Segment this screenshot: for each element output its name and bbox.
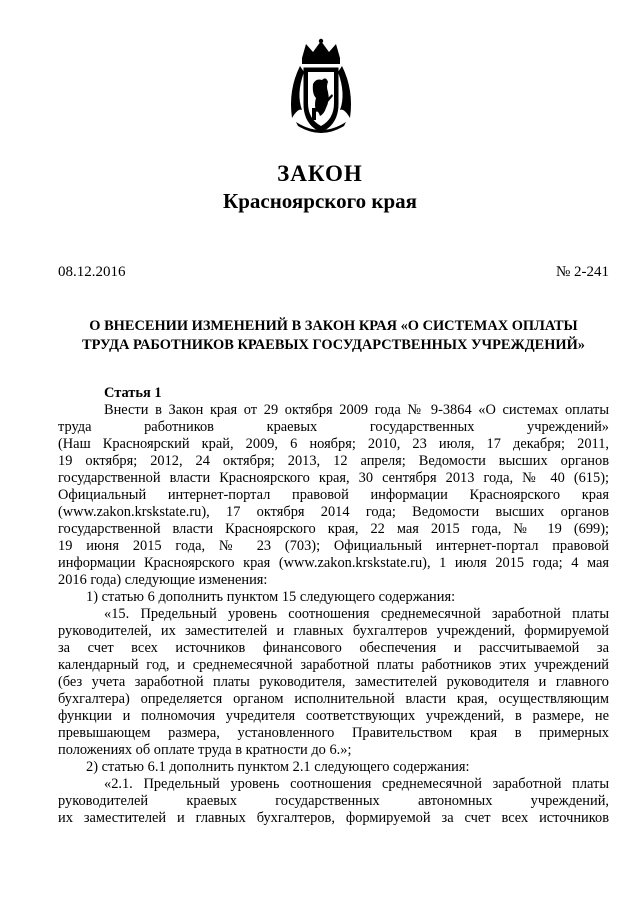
text-line: 2016 года) следующие изменения:: [58, 572, 268, 588]
article-title: Статья 1: [104, 385, 162, 401]
text-line: (без учета заработной платы руководителя, заместителей руководителя и главного: [58, 674, 609, 690]
text-line: бухгалтера) определяется органом исполнительной власти края, осуществляющим: [58, 691, 609, 707]
text-line: их заместителей и главных бухгалтеров, формируемой за счет всех источников: [58, 810, 609, 826]
text-line: «2.1. Предельный уровень соотношения среднемесячной заработной платы: [104, 776, 609, 792]
coat-of-arms-emblem: [282, 38, 360, 138]
text-line: государственной власти Красноярского края, 22 мая 2015 года, № 19 (699);: [58, 521, 609, 537]
text-line: руководителей, их заместителей и главных бухгалтеров учреждений, формируемой: [58, 623, 609, 639]
text-line: за счет всех источников финансового обеспечения и рассчитываемой за: [58, 640, 609, 656]
law-region-subtitle: Красноярского края: [222, 189, 417, 213]
text-line: информации Красноярского края (www.zakon.krskstate.ru), 1 июля 2015 года; 4 мая: [58, 555, 609, 571]
law-heading-line: О ВНЕСЕНИИ ИЗМЕНЕНИЙ В ЗАКОН КРАЯ «О СИСТЕМАХ ОПЛАТЫ: [89, 318, 578, 334]
text-line: 19 июня 2015 года, № 23 (703); Официальный интернет-портал правовой: [58, 538, 609, 554]
text-line: Внести в Закон края от 29 октября 2009 года № 9-3864 «О системах оплаты: [104, 402, 609, 418]
text-line: положениях об оплате труда в кратности до 6.»;: [58, 742, 352, 758]
text-line: календарный год, и среднемесячной заработной платы работников этих учреждений: [58, 657, 609, 673]
text-line: 2) статью 6.1 дополнить пунктом 2.1 следующего содержания:: [86, 759, 470, 775]
text-line: труда работников краевых государственных учреждений»: [58, 419, 609, 435]
law-title: ЗАКОН: [277, 161, 363, 186]
text-line: 19 октября; 2012, 24 октября; 2013, 12 апреля; Ведомости высших органов: [58, 453, 609, 469]
text-line: «15. Предельный уровень соотношения среднемесячной заработной платы: [104, 606, 609, 622]
text-line: (www.zakon.krskstate.ru), 17 октября 2014 года; Ведомости высших органов: [58, 504, 609, 520]
text-line: Официальный интернет-портал правовой информации Красноярского края: [58, 487, 609, 503]
text-line: (Наш Красноярский край, 2009, 6 ноября; 2010, 23 июля, 17 декабря; 2011,: [58, 436, 609, 452]
law-heading: [58, 317, 609, 355]
text-line: превышающем размера, установленного Правительством края в примерных: [58, 725, 609, 741]
law-number: № 2-241: [555, 264, 609, 280]
text-line: руководителей краевых государственных автономных учреждений,: [58, 793, 609, 809]
text-line: государственной власти Красноярского края, 30 сентября 2013 года, № 40 (615);: [58, 470, 609, 486]
text-line: функции и полномочия учредителя соответствующих учреждений, в размере, не: [58, 708, 609, 724]
article-body: [58, 385, 609, 827]
text-line: 1) статью 6 дополнить пунктом 15 следующего содержания:: [86, 589, 456, 605]
law-date: 08.12.2016: [58, 264, 126, 280]
law-heading-line: ТРУДА РАБОТНИКОВ КРАЕВЫХ ГОСУДАРСТВЕННЫХ УЧРЕЖДЕНИЙ»: [82, 337, 585, 353]
